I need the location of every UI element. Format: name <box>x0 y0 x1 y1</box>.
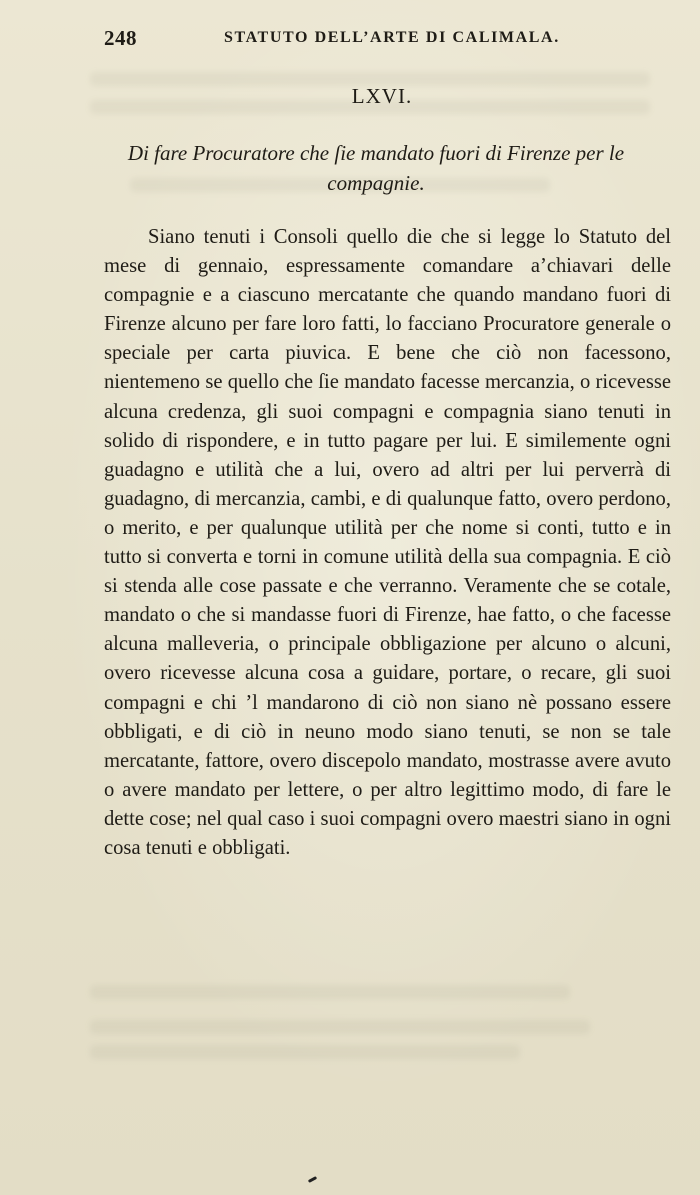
ink-mark <box>308 1176 317 1183</box>
body-paragraph: Siano tenuti i Consoli quello die che si legge lo Statuto del mese di gennaio, espressamente comandare a’chiavari delle compagnie e a ciascuno mercatante che quando mandano fuori di Firenze alcuno per fare loro fatti, lo facciano Procuratore generale o speciale per carta piuvica. E bene che ciò non facessono, nientemeno se quello che ſie mandato facesse mercanzia, o ricevesse alcuna credenza, gli suoi compagni e compagnia siano tenuti in solido di rispondere, e in tutto pagare per lui. E similemente ogni guadagno e utilità che a lui, overo ad altri per lui perverrà di guadagno, di mercanzia, cambi, e di qualunque fatto, overo perdono, o merito, e per qualunque utilità per che nome si conti, tutto e in tutto si converta e torni in comune utilità della sua compagnia. E ciò si stenda alle cose passate e che verranno. Veramente che se cotale, mandato o che si mandasse fuori di Firenze, hae fatto, o che facesse alcuna malleveria, o principale obbligazione per alcuno o alcuni, overo ricevesse alcuna cosa a guidare, portare, o recare, gli suoi compagni e chi ’l mandarono di ciò non siano nè possano essere obbligati, e di ciò in neuno modo siano tenuti, se non se tale mercatante, fattore, overo discepolo mandato, mostrasse avere avuto o avere mandato per lettere, o per altro legittimo modo, di fare le dette cose; nel qual caso i suoi compagni overo maestri siano in ogni cosa tenuti e obbligati. <box>104 226 671 859</box>
chapter-title: Di fare Procuratore che ſie mandato fuori di Firenze per le compagnie. <box>127 141 625 195</box>
show-through-bleed <box>90 1045 520 1059</box>
show-through-bleed <box>90 1020 590 1034</box>
show-through-bleed <box>90 985 570 999</box>
running-head: STATUTO DELL’ARTE DI CALIMALA. <box>224 29 560 46</box>
chapter-number: LXVI. <box>351 84 413 108</box>
page-header <box>104 26 644 50</box>
page-number: 248 <box>104 26 137 50</box>
